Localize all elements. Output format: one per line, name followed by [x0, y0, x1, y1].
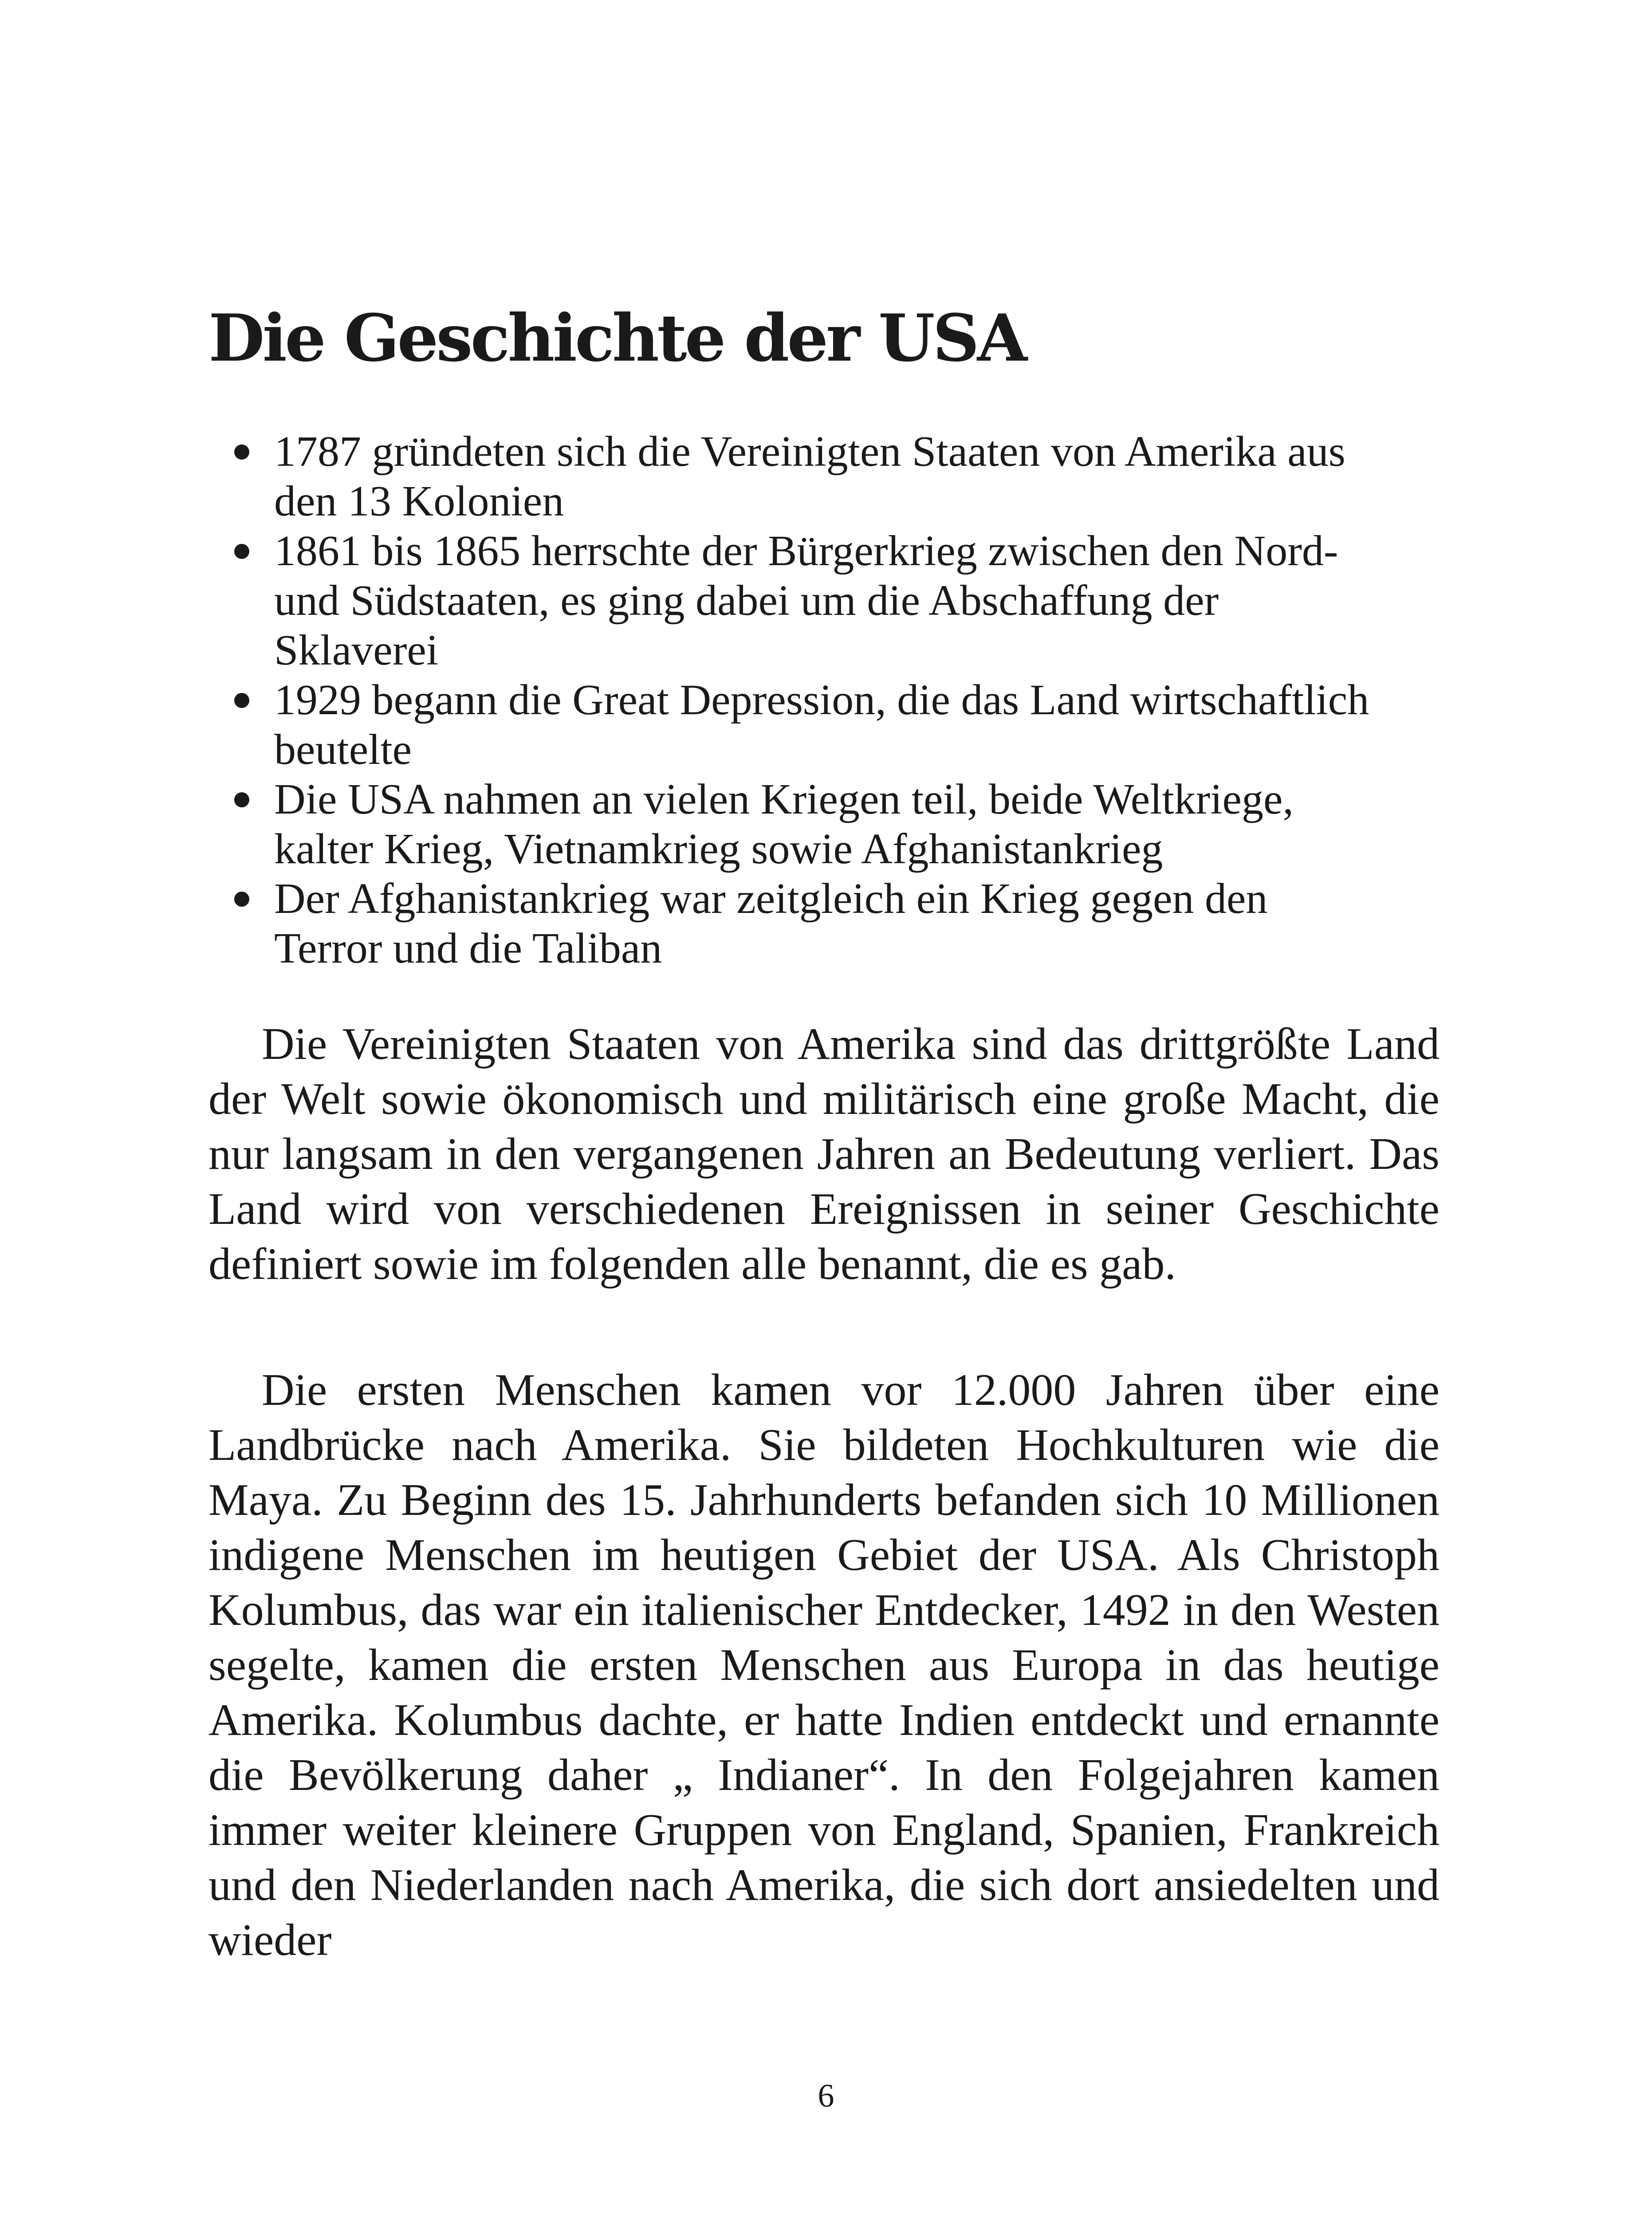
bullet-line: Sklaverei: [274, 626, 439, 674]
bullet-line: Die USA nahmen an vielen Kriegen teil, beide Weltkriege,: [274, 775, 1294, 823]
bullet-line: Der Afghanistankrieg war zeitgleich ein Krieg gegen den: [274, 875, 1268, 923]
bullet-line: kalter Krieg, Vietnamkrieg sowie Afghanistankrieg: [274, 825, 1163, 873]
bullet-line: und Südstaaten, es ging dabei um die Abschaffung der: [274, 577, 1219, 625]
bullet-icon: [234, 693, 249, 708]
bullet-item: [274, 675, 1472, 775]
bullet-item: [274, 526, 1472, 675]
bullet-line: 1861 bis 1865 herrschte der Bürgerkrieg zwischen den Nord-: [274, 527, 1338, 575]
bullet-line: beutelte: [274, 726, 412, 774]
bullet-icon: [234, 544, 249, 559]
bullet-item: [274, 427, 1472, 526]
bullet-item: [274, 874, 1472, 973]
bullet-line: 1929 begann die Great Depression, die das Land wirtschaftlich: [274, 676, 1369, 724]
bullet-line: den 13 Kolonien: [274, 477, 564, 525]
body-paragraph: Die Vereinigten Staaten von Amerika sind das drittgrößte Land der Welt sowie ökonomisch und militärisch eine große Macht, die nur langsam in den vergangenen Jahren an Bedeutung verliert. Das Land wird von verschiedenen Ereignissen in seiner Geschichte definiert sowie im folgenden alle benannt, die es gab.: [208, 1019, 1440, 1289]
page-number: 6: [818, 2078, 834, 2114]
bullet-icon: [234, 892, 249, 907]
bullet-item: [274, 775, 1472, 874]
bullet-line: 1787 gründeten sich die Vereinigten Staaten von Amerika aus: [274, 428, 1345, 476]
body-paragraph: Die ersten Menschen kamen vor 12.000 Jahren über eine Landbrücke nach Amerika. Sie bildeten Hochkulturen wie die Maya. Zu Beginn des 15. Jahrhunderts befanden sich 10 Millionen indigene Menschen im heutigen Gebiet der USA. Als Christoph Kolumbus, das war ein italienischer Entdecker, 1492 in den Westen segelte, kamen die ersten Menschen aus Europa in das heutige Amerika. Kolumbus dachte, er hatte Indien entdeckt und ernannte die Bevölkerung daher „ Indianer“. In den Folgejahren kamen immer weiter kleinere Gruppen von England, Spanien, Frankreich und den Niederlanden nach Amerika, die sich dort ansiedelten und wieder: [208, 1365, 1440, 1965]
bullet-line: Terror und die Taliban: [274, 924, 662, 972]
bullet-icon: [234, 444, 249, 460]
bullet-icon: [234, 792, 249, 807]
page-title: Die Geschichte der USA: [208, 300, 1026, 376]
summary-bullet-list: [274, 427, 1472, 973]
